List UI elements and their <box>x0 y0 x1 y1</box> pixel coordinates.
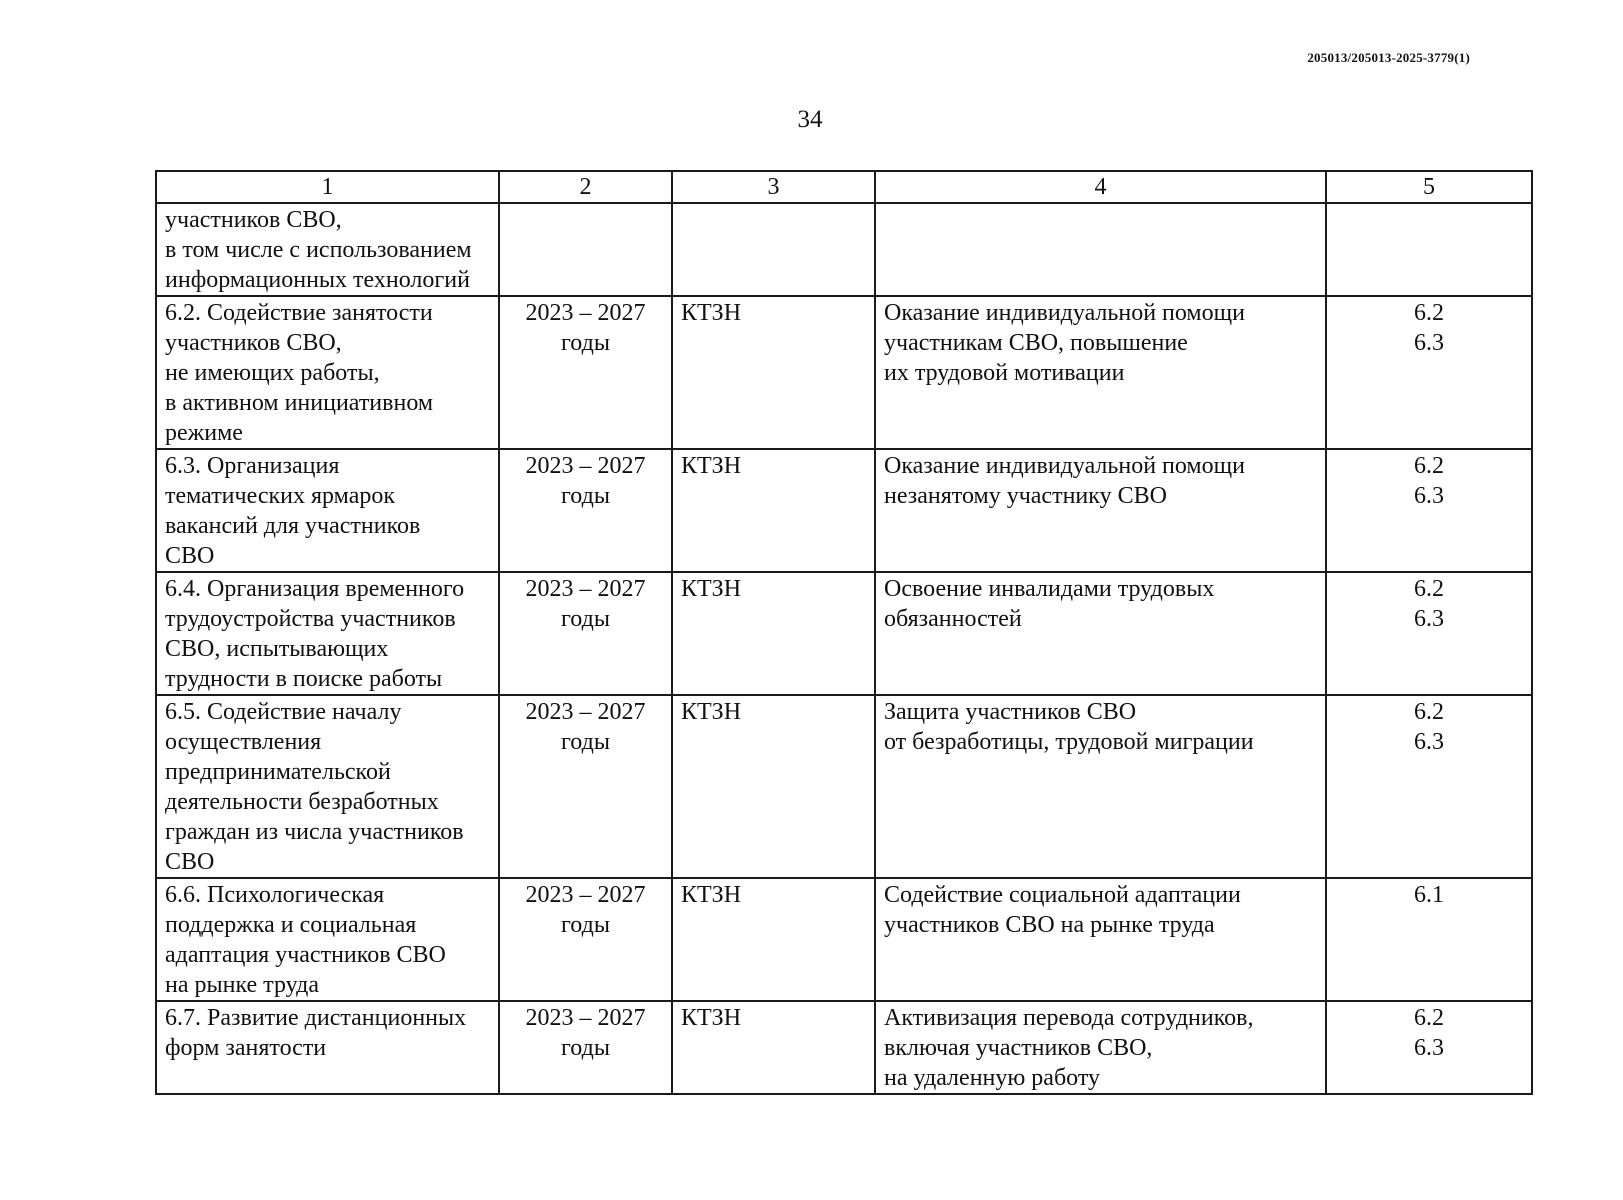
period-cell-line: 2023 – 2027 <box>525 300 646 326</box>
activity-cell-line: трудоустройства участников <box>165 606 456 632</box>
indicator-cell-line: 6.3 <box>1414 729 1444 755</box>
activity-cell-line: участников СВО, <box>165 330 342 356</box>
period-cell-line: годы <box>561 330 610 356</box>
executor-cell-line: КТЗН <box>681 453 742 479</box>
column-header: 2 <box>499 171 672 203</box>
result-cell-line: участников СВО на рынке труда <box>884 912 1215 938</box>
table-header-row <box>156 171 1532 203</box>
executor-cell <box>672 1001 875 1094</box>
period-cell <box>499 1001 672 1094</box>
executor-cell-line: КТЗН <box>681 699 742 725</box>
activity-cell-line: 6.5. Содействие началу <box>165 699 402 725</box>
activity-cell-line: СВО, испытывающих <box>165 636 389 662</box>
result-cell-line: участникам СВО, повышение <box>884 330 1188 356</box>
period-cell-line: годы <box>561 1035 610 1061</box>
executor-cell-line: КТЗН <box>681 1005 742 1031</box>
column-header: 3 <box>672 171 875 203</box>
executor-cell <box>672 296 875 449</box>
period-cell-line: 2023 – 2027 <box>525 576 646 602</box>
column-header: 5 <box>1326 171 1532 203</box>
indicator-cell-line: 6.2 <box>1414 453 1444 479</box>
indicator-cell <box>1326 203 1532 296</box>
result-cell <box>875 203 1326 296</box>
page-number: 34 <box>797 106 823 133</box>
activity-cell-line: СВО <box>165 543 215 569</box>
indicator-cell-line: 6.1 <box>1414 882 1444 908</box>
activity-cell-line: не имеющих работы, <box>165 360 380 386</box>
table-row <box>156 203 1532 296</box>
result-cell <box>875 878 1326 1001</box>
activity-cell-line: участников СВО, <box>165 207 342 233</box>
indicator-cell <box>1326 1001 1532 1094</box>
result-cell-line: обязанностей <box>884 606 1022 632</box>
table-row <box>156 296 1532 449</box>
activity-cell <box>156 1001 499 1094</box>
period-cell <box>499 572 672 695</box>
result-cell-line: Активизация перевода сотрудников, <box>884 1005 1254 1031</box>
result-cell <box>875 296 1326 449</box>
period-cell-line: годы <box>561 606 610 632</box>
executor-cell <box>672 695 875 878</box>
activity-cell-line: информационных технологий <box>165 267 470 293</box>
period-cell-line: годы <box>561 729 610 755</box>
table-row <box>156 1001 1532 1094</box>
indicator-cell-line: 6.2 <box>1414 576 1444 602</box>
indicator-cell <box>1326 572 1532 695</box>
period-cell <box>499 203 672 296</box>
document-id: 205013/205013-2025-3779(1) <box>1307 50 1470 65</box>
activity-cell-line: СВО <box>165 849 215 875</box>
executor-cell <box>672 572 875 695</box>
activity-cell <box>156 695 499 878</box>
period-cell <box>499 449 672 572</box>
result-cell-line: Освоение инвалидами трудовых <box>884 576 1215 602</box>
indicator-cell <box>1326 695 1532 878</box>
activity-cell-line: предпринимательской <box>165 759 391 785</box>
executor-cell-line: КТЗН <box>681 300 742 326</box>
result-cell-line: Оказание индивидуальной помощи <box>884 300 1245 326</box>
period-cell-line: годы <box>561 483 610 509</box>
indicator-cell <box>1326 878 1532 1001</box>
column-header: 4 <box>875 171 1326 203</box>
result-cell-line: Оказание индивидуальной помощи <box>884 453 1245 479</box>
activity-cell-line: трудности в поиске работы <box>165 666 443 692</box>
activity-cell-line: режиме <box>165 420 243 446</box>
activity-cell-line: на рынке труда <box>165 972 319 998</box>
result-cell <box>875 449 1326 572</box>
period-cell <box>499 296 672 449</box>
result-cell-line: незанятому участнику СВО <box>884 483 1167 509</box>
activity-cell-line: 6.2. Содействие занятости <box>165 300 433 326</box>
period-cell-line: 2023 – 2027 <box>525 699 646 725</box>
activity-cell <box>156 449 499 572</box>
table-row <box>156 572 1532 695</box>
period-cell-line: годы <box>561 912 610 938</box>
indicator-cell-line: 6.3 <box>1414 483 1444 509</box>
executor-cell <box>672 878 875 1001</box>
activity-cell-line: форм занятости <box>165 1035 327 1061</box>
table-body <box>156 203 1532 1094</box>
result-cell-line: Защита участников СВО <box>884 699 1137 725</box>
indicator-cell-line: 6.2 <box>1414 1005 1444 1031</box>
activity-cell-line: тематических ярмарок <box>165 483 396 509</box>
activity-cell <box>156 203 499 296</box>
activity-cell-line: в том числе с использованием <box>165 237 472 263</box>
activity-cell-line: 6.6. Психологическая <box>165 882 385 908</box>
executor-cell-line: КТЗН <box>681 882 742 908</box>
activity-cell-line: 6.4. Организация временного <box>165 576 465 602</box>
result-cell-line: Содействие социальной адаптации <box>884 882 1241 908</box>
period-cell-line: 2023 – 2027 <box>525 1005 646 1031</box>
column-header: 1 <box>156 171 499 203</box>
executor-cell-line: КТЗН <box>681 576 742 602</box>
period-cell-line: 2023 – 2027 <box>525 882 646 908</box>
result-cell <box>875 572 1326 695</box>
activity-cell-line: осуществления <box>165 729 322 755</box>
result-cell <box>875 695 1326 878</box>
activity-cell <box>156 296 499 449</box>
activity-cell-line: в активном инициативном <box>165 390 434 416</box>
period-cell <box>499 878 672 1001</box>
activity-cell-line: граждан из числа участников <box>165 819 464 845</box>
activity-cell-line: 6.3. Организация <box>165 453 340 479</box>
table-row <box>156 695 1532 878</box>
indicator-cell-line: 6.3 <box>1414 330 1444 356</box>
indicator-cell-line: 6.2 <box>1414 699 1444 725</box>
executor-cell <box>672 449 875 572</box>
result-cell-line: на удаленную работу <box>884 1065 1101 1091</box>
indicator-cell <box>1326 296 1532 449</box>
activity-cell-line: вакансий для участников <box>165 513 421 539</box>
indicator-cell-line: 6.3 <box>1414 606 1444 632</box>
period-cell <box>499 695 672 878</box>
activity-cell-line: 6.7. Развитие дистанционных <box>165 1005 467 1031</box>
activity-cell-line: адаптация участников СВО <box>165 942 446 968</box>
indicator-cell <box>1326 449 1532 572</box>
activity-cell <box>156 572 499 695</box>
executor-cell <box>672 203 875 296</box>
result-cell-line: их трудовой мотивации <box>884 360 1125 386</box>
measures-table <box>155 170 1533 1095</box>
table-row <box>156 449 1532 572</box>
table-row <box>156 878 1532 1001</box>
period-cell-line: 2023 – 2027 <box>525 453 646 479</box>
indicator-cell-line: 6.2 <box>1414 300 1444 326</box>
indicator-cell-line: 6.3 <box>1414 1035 1444 1061</box>
result-cell <box>875 1001 1326 1094</box>
result-cell-line: включая участников СВО, <box>884 1035 1153 1061</box>
activity-cell-line: деятельности безработных <box>165 789 439 815</box>
activity-cell <box>156 878 499 1001</box>
activity-cell-line: поддержка и социальная <box>165 912 417 938</box>
result-cell-line: от безработицы, трудовой миграции <box>884 729 1254 755</box>
